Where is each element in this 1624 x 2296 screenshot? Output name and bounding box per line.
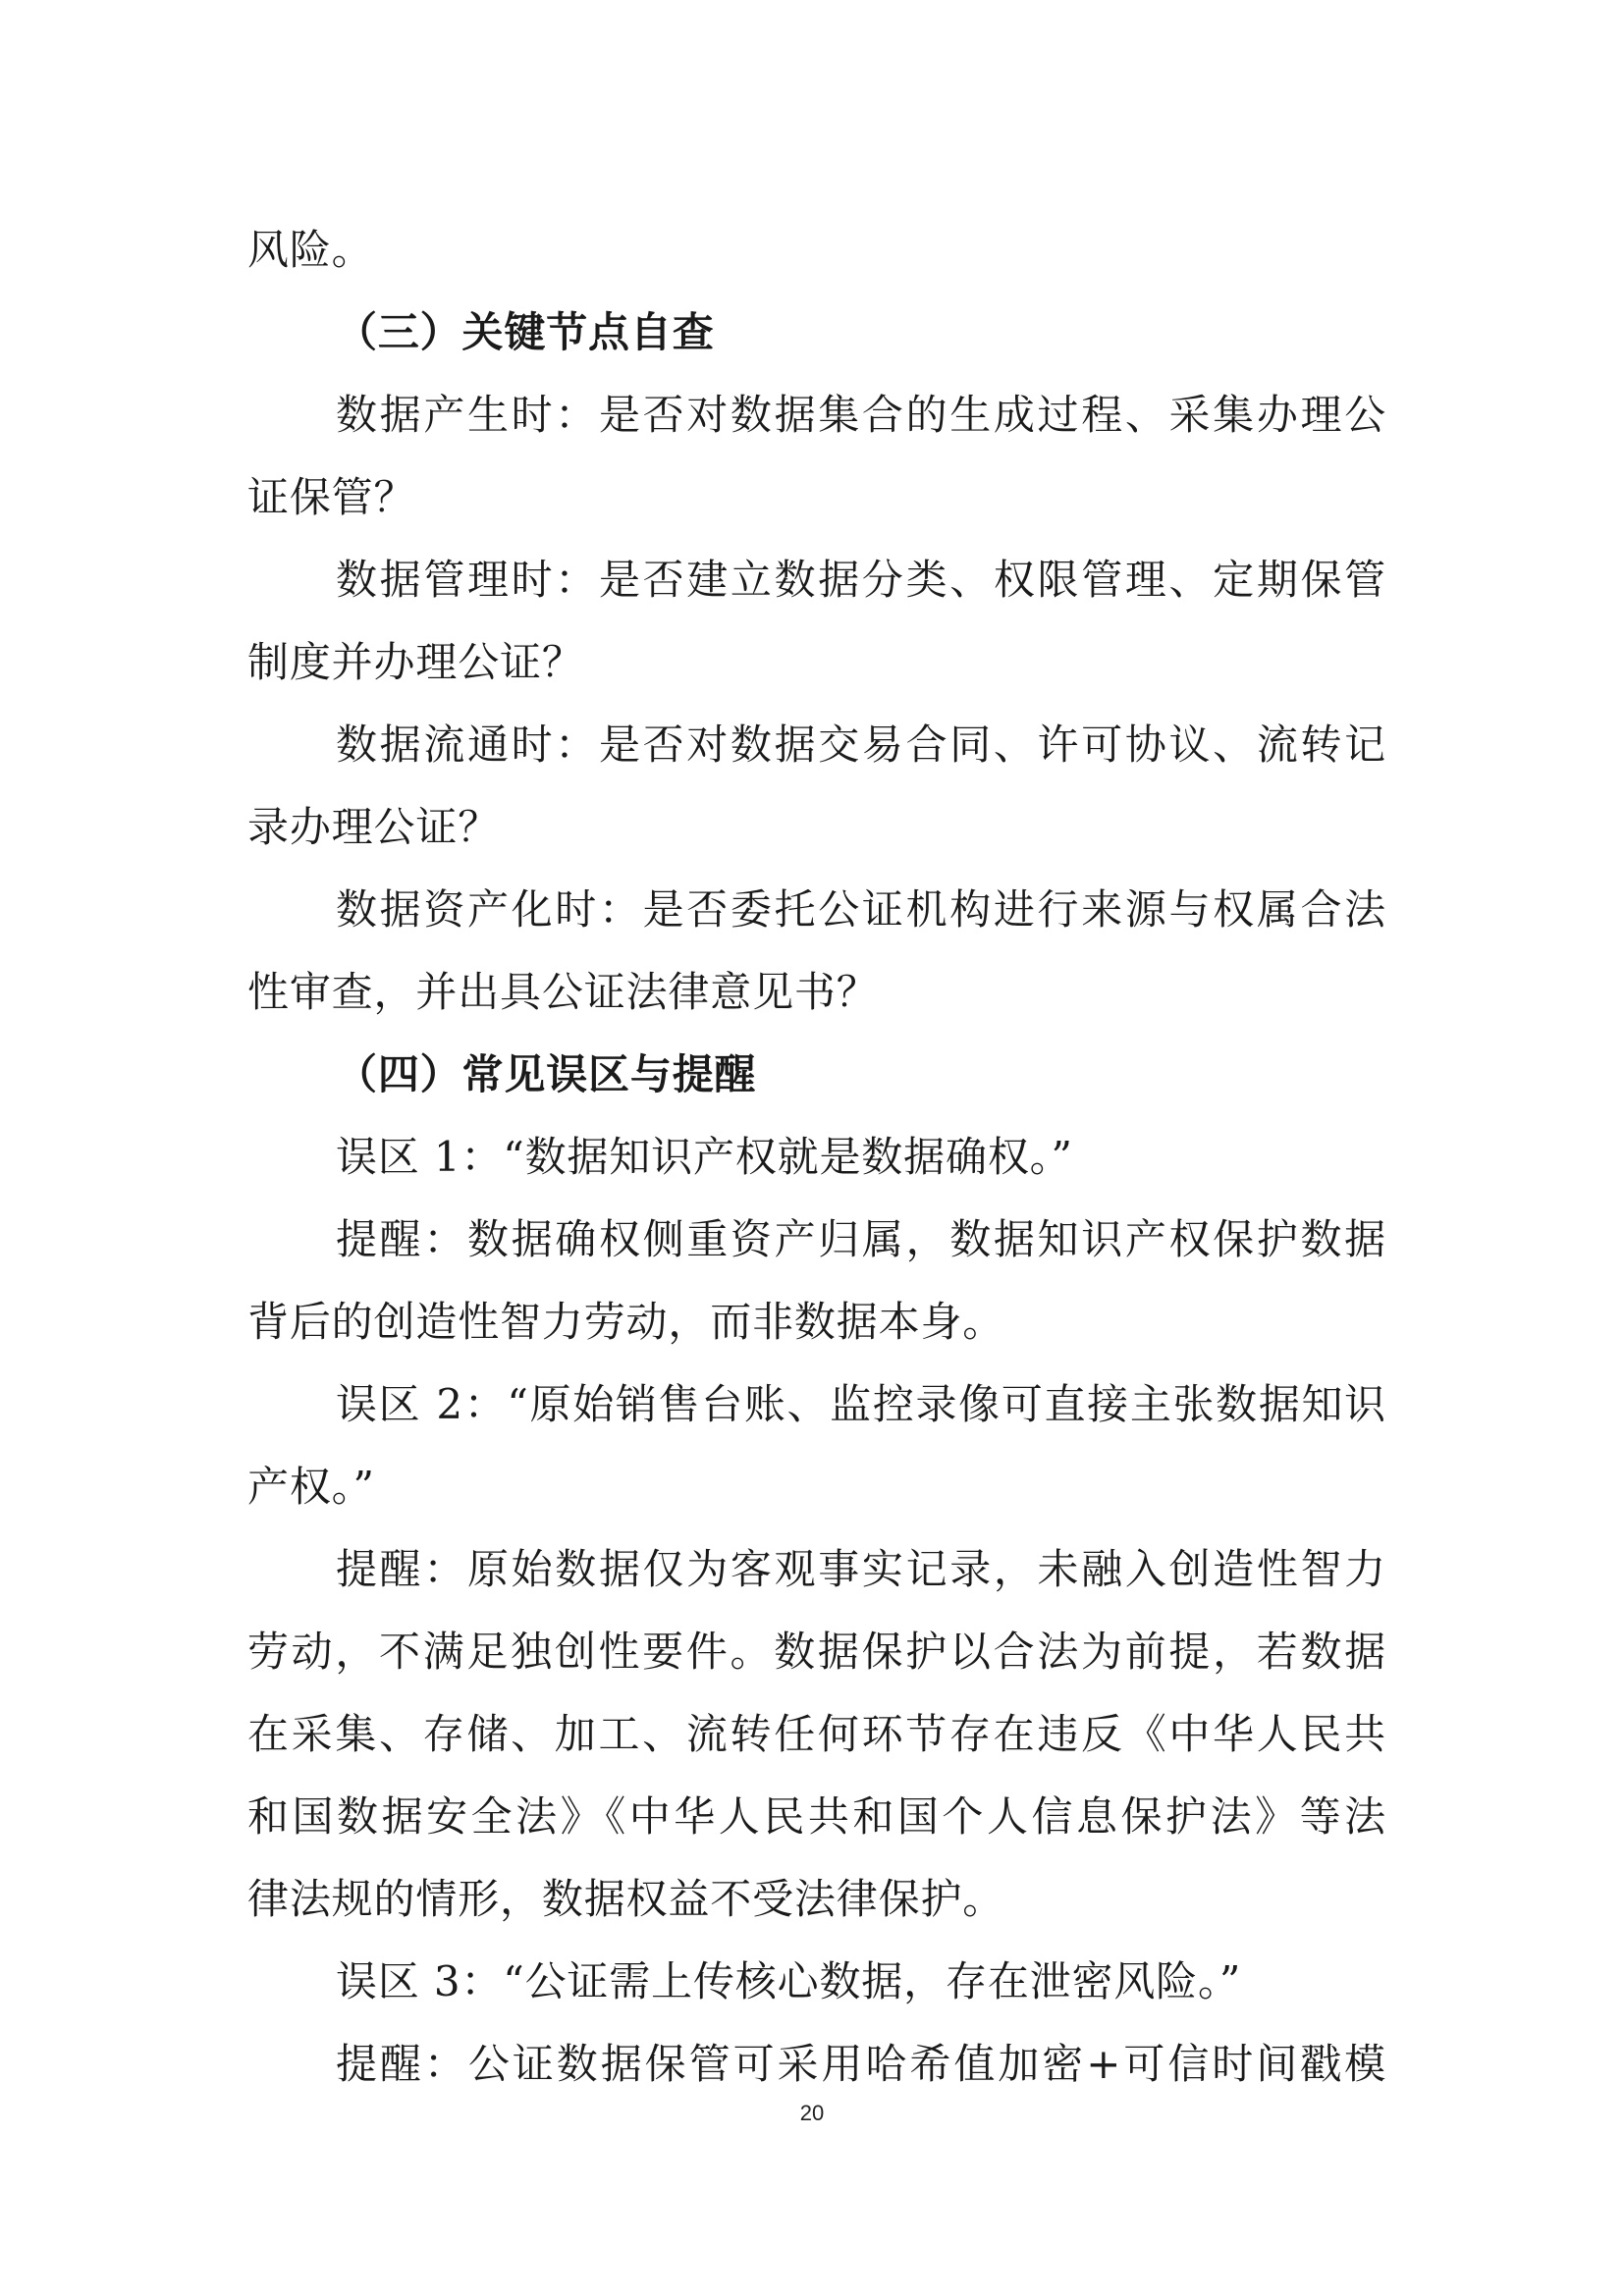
body-line: 数据流通时：是否对数据交易合同、许可协议、流转记 bbox=[336, 721, 1386, 769]
body-line: 提醒：公证数据保管可采用哈希值加密+可信时间戳模 bbox=[336, 2040, 1386, 2088]
body-line: 劳动，不满足独创性要件。数据保护以合法为前提，若数据 bbox=[247, 1628, 1386, 1676]
body-line: 误区 2：“原始销售台账、监控录像可直接主张数据知识 bbox=[336, 1380, 1386, 1428]
body-line: 和国数据安全法》《中华人民共和国个人信息保护法》等法 bbox=[247, 1792, 1386, 1841]
section-heading: （四）常见误区与提醒 bbox=[336, 1050, 757, 1098]
page-number: 20 bbox=[799, 2101, 825, 2125]
body-line: 数据管理时：是否建立数据分类、权限管理、定期保管 bbox=[336, 556, 1386, 604]
body-line: 风险。 bbox=[247, 226, 374, 274]
body-line: 录办理公证？ bbox=[247, 803, 501, 851]
section-heading: （三）关键节点自查 bbox=[336, 308, 715, 356]
body-line: 制度并办理公证？ bbox=[247, 638, 584, 686]
body-line: 数据产生时：是否对数据集合的生成过程、采集办理公 bbox=[336, 391, 1386, 439]
body-line: 误区 1：“数据知识产权就是数据确权。” bbox=[336, 1133, 1073, 1181]
body-line: 证保管？ bbox=[247, 473, 416, 521]
body-line: 提醒：原始数据仅为客观事实记录，未融入创造性智力 bbox=[336, 1545, 1386, 1593]
body-line: 产权。” bbox=[247, 1463, 375, 1511]
body-line: 性审查，并出具公证法律意见书？ bbox=[247, 968, 879, 1016]
body-line: 在采集、存储、加工、流转任何环节存在违反《中华人民共 bbox=[247, 1710, 1386, 1758]
body-line: 提醒：数据确权侧重资产归属，数据知识产权保护数据 bbox=[336, 1215, 1386, 1263]
body-line: 背后的创造性智力劳动，而非数据本身。 bbox=[247, 1298, 1005, 1346]
body-line: 数据资产化时：是否委托公证机构进行来源与权属合法 bbox=[336, 885, 1386, 934]
body-line: 律法规的情形，数据权益不受法律保护。 bbox=[247, 1875, 1005, 1923]
body-line: 误区 3：“公证需上传核心数据，存在泄密风险。” bbox=[336, 1957, 1242, 2005]
